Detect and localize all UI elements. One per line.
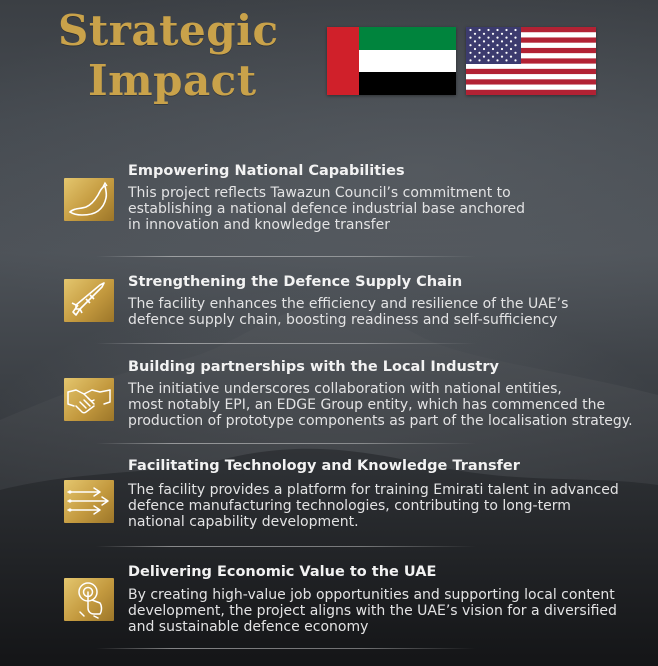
transfer-arrows-icon: [64, 480, 114, 523]
item-description: By creating high-value job opportunities and supporting local content development, the project aligns with the UAE’s vision for a diversified and sustainable defence economy: [128, 587, 617, 635]
item-title: Building partnerships with the Local Industry: [128, 359, 499, 375]
handshake-icon: [64, 378, 114, 421]
item-description: The facility enhances the efficiency and resilience of the UAE’s defence supply chain, boosting readiness and self-sufficiency: [128, 296, 569, 328]
title-line-1: Strategic: [58, 6, 279, 55]
missile-icon: [64, 279, 114, 322]
divider: [96, 256, 476, 257]
uae-map-icon: [64, 178, 114, 221]
item-description: The facility provides a platform for training Emirati talent in advanced defence manufacturing technologies, contributing to long-term national capability development.: [128, 482, 619, 530]
divider: [96, 648, 476, 649]
divider: [96, 443, 476, 444]
item-title: Empowering National Capabilities: [128, 163, 405, 179]
item-description: This project reflects Tawazun Council’s commitment to establishing a national defence industrial base anchored in innovation and knowledge transfer: [128, 185, 526, 233]
uae-flag: [327, 27, 456, 95]
item-title: Delivering Economic Value to the UAE: [128, 564, 437, 580]
title-line-2: Impact: [88, 56, 257, 105]
item-title: Facilitating Technology and Knowledge Transfer: [128, 458, 520, 474]
item-description: The initiative underscores collaboration with national entities, most notably EPI, an EDGE Group entity, which has commenced the production of prototype components as part of the localisation strategy.: [128, 381, 633, 429]
divider: [96, 343, 476, 344]
divider: [96, 546, 476, 547]
usa-flag: [466, 27, 596, 95]
touch-value-icon: [64, 578, 114, 621]
page-title: [58, 6, 288, 106]
item-title: Strengthening the Defence Supply Chain: [128, 274, 463, 290]
